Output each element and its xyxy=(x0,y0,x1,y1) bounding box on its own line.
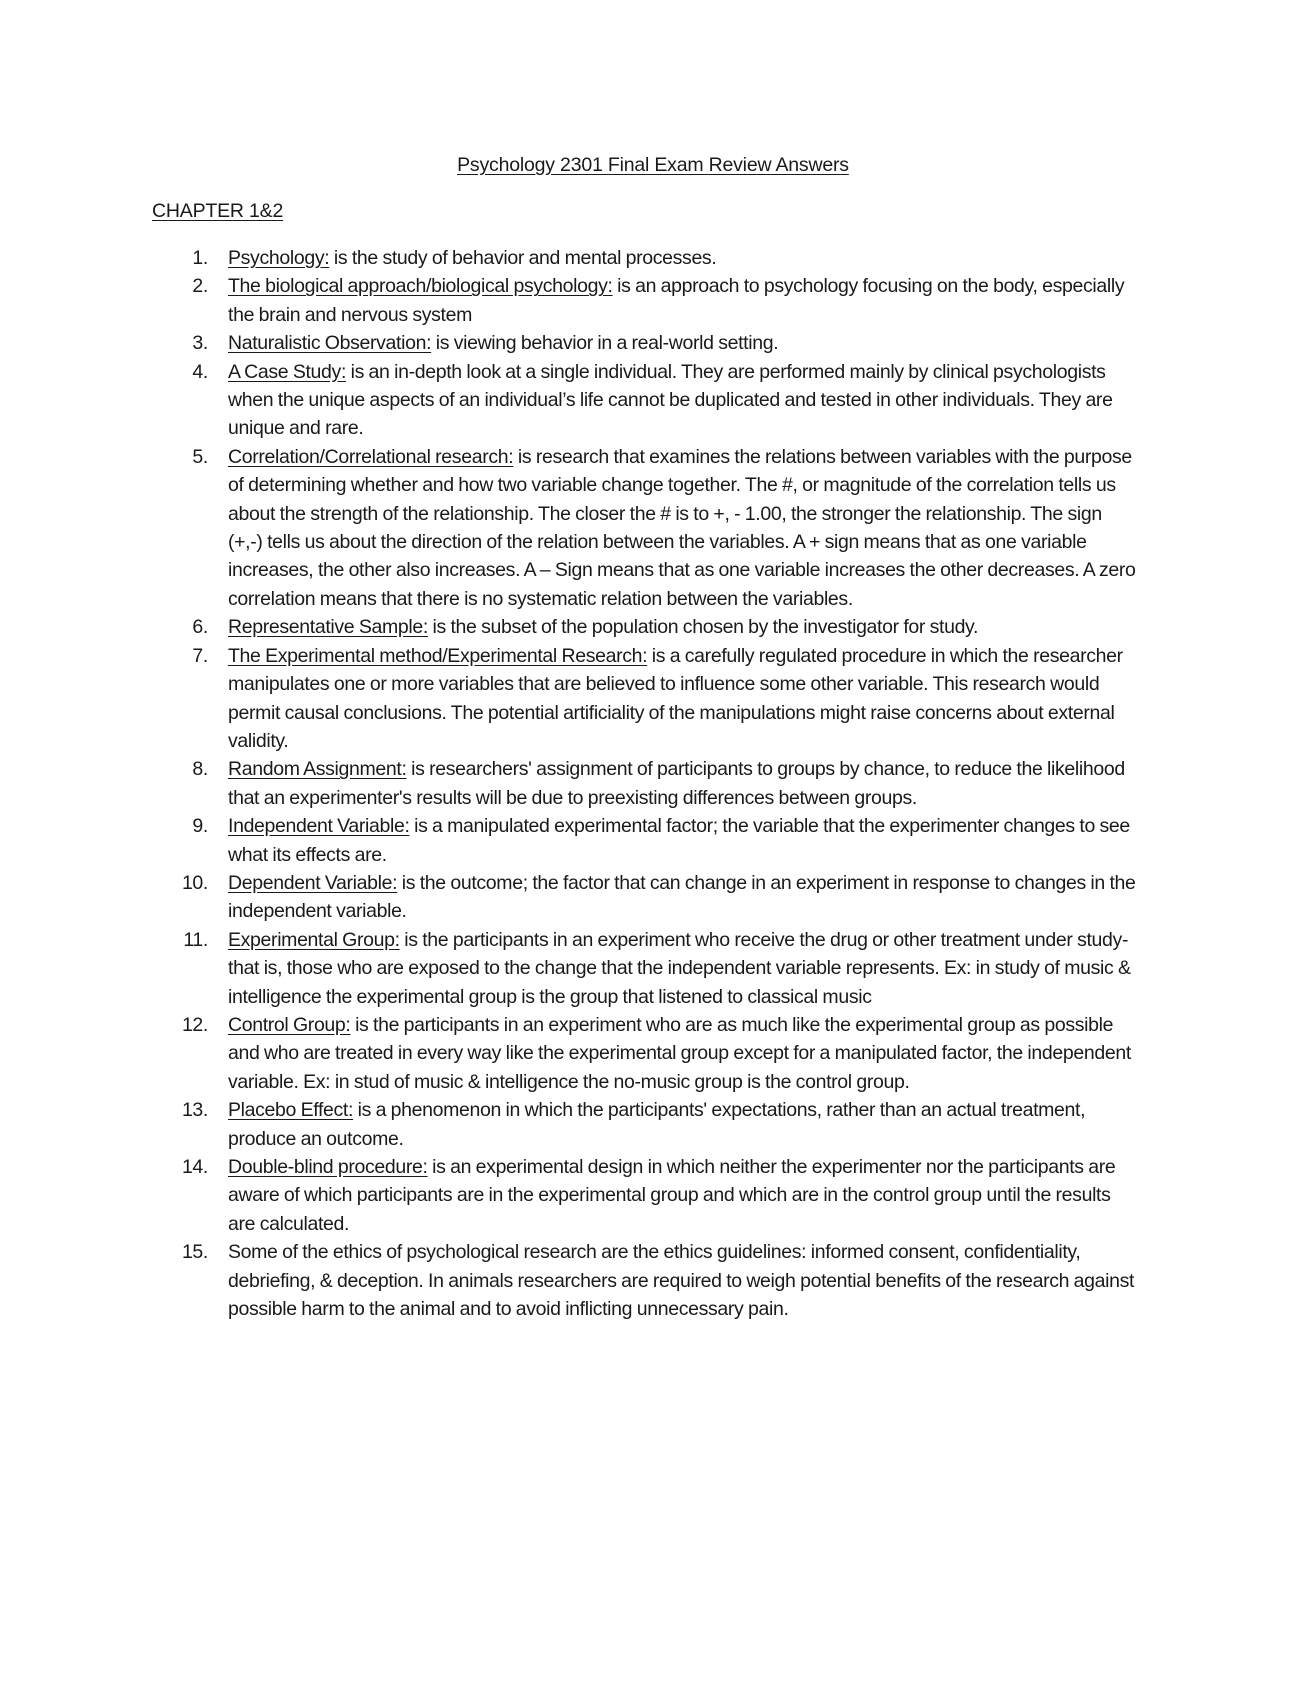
item-number: 14. xyxy=(181,1156,208,1178)
item-term: Correlation/Correlational research: xyxy=(228,445,514,468)
answer-list xyxy=(0,244,1306,1323)
item-term: The Experimental method/Experimental Research: xyxy=(228,644,648,667)
item-text: Some of the ethics of psychological research are the ethics guidelines: informed consent, confidentiality, debriefing, & deception. In animals researchers are required to weigh potential benefits of the research against possible harm to the animal and to avoid inflicting unnecessary pain. xyxy=(228,1241,1135,1321)
item-text: is researchers' assignment of participants to groups by chance, to reduce the likelihood that an experimenter's results will be due to preexisting differences between groups. xyxy=(228,758,1125,809)
item-term: Representative Sample: xyxy=(228,616,428,639)
item-number: 2. xyxy=(192,275,208,298)
item-text: is a manipulated experimental factor; the variable that the experimenter changes to see what its effects are. xyxy=(228,815,1130,866)
item-term: Control Group: xyxy=(228,1013,351,1036)
item-text: is an approach to psychology focusing on the body, especially the brain and nervous system xyxy=(228,275,1125,326)
item-number: 4. xyxy=(192,360,208,383)
list-item xyxy=(0,1153,1306,1238)
list-item xyxy=(0,1238,1306,1323)
item-text: is an in-depth look at a single individual. They are performed mainly by clinical psychologists when the unique aspects of an individual’s life cannot be duplicated and tested in other individuals. They are unique and rare. xyxy=(228,360,1113,440)
list-item xyxy=(0,812,1306,869)
item-term: Random Assignment: xyxy=(228,758,407,781)
item-text: is the outcome; the factor that can change in an experiment in response to changes in the independent variable. xyxy=(228,871,1136,923)
item-text: is the subset of the population chosen by the investigator for study. xyxy=(427,616,979,639)
item-term: Double-blind procedure: xyxy=(228,1156,428,1178)
item-number: 9. xyxy=(192,815,208,838)
list-item xyxy=(0,358,1306,443)
item-term: Naturalistic Observation: xyxy=(228,332,432,355)
chapter-heading: CHAPTER 1&2 xyxy=(152,200,284,222)
list-item xyxy=(0,329,1306,357)
item-number: 8. xyxy=(192,758,208,781)
item-term: Independent Variable: xyxy=(228,815,410,838)
item-number: 5. xyxy=(192,445,208,468)
list-item xyxy=(0,1096,1306,1153)
page-title: Psychology 2301 Final Exam Review Answers xyxy=(457,154,849,176)
item-term: A Case Study: xyxy=(228,360,347,383)
item-number: 11. xyxy=(183,928,208,951)
item-text: is the participants in an experiment who are as much like the experimental group as possible and who are treated in every way like the experimental group except for a manipulated factor, the independent variable. Ex: in stud of music & intelligence the no-music group is the control group. xyxy=(228,1013,1131,1093)
item-text: is an experimental design in which neither the experimenter nor the participants are aware of which participants are in the experimental group and which are in the control group until the results are calculated. xyxy=(228,1156,1116,1235)
list-item xyxy=(0,869,1306,926)
item-term: Dependent Variable: xyxy=(228,871,398,894)
item-number: 3. xyxy=(192,332,208,355)
item-text: is a carefully regulated procedure in which the researcher manipulates one or more variables that are believed to influence some other variable. This research would permit causal conclusions. The potential artificiality of the manipulations might raise concerns about external validity. xyxy=(228,644,1123,752)
list-item xyxy=(0,1011,1306,1096)
item-text: is research that examines the relations between variables with the purpose of determining whether and how two variable change together. The #, or magnitude of the correlation tells us about the strength of the relationship. The closer the # is to +, - 1.00, the stronger the relationship. The sign (+,-) tells us about the direction of the relation between the variables. A + sign means that as one variable increases, the other also increases. A – Sign means that as one variable increases the other decreases. A zero correlation means that there is no systematic relation between the variables. xyxy=(228,445,1136,610)
item-number: 15. xyxy=(181,1241,208,1264)
item-term: Experimental Group: xyxy=(228,928,400,951)
item-text: is viewing behavior in a real-world setting. xyxy=(431,332,779,355)
list-item xyxy=(0,443,1306,613)
list-item xyxy=(0,926,1306,1011)
list-item xyxy=(0,244,1306,272)
item-term: Psychology: xyxy=(228,247,330,269)
item-number: 10. xyxy=(181,871,208,894)
list-item xyxy=(0,642,1306,756)
item-term: Placebo Effect: xyxy=(228,1099,354,1122)
list-item xyxy=(0,755,1306,812)
list-item xyxy=(0,272,1306,329)
item-text: is the study of behavior and mental processes. xyxy=(329,247,717,269)
item-number: 1. xyxy=(192,247,208,269)
item-text: is a phenomenon in which the participants' expectations, rather than an actual treatment, produce an outcome. xyxy=(228,1099,1086,1150)
item-number: 6. xyxy=(192,616,208,639)
item-text: is the participants in an experiment who receive the drug or other treatment under study-that is, those who are exposed to the change that the independent variable represents. Ex: in study of music & intelligence the experimental group is the group that listened to classical music xyxy=(228,928,1131,1008)
item-term: The biological approach/biological psychology: xyxy=(228,275,613,298)
list-item xyxy=(0,613,1306,641)
item-number: 12. xyxy=(181,1013,208,1036)
item-number: 7. xyxy=(192,644,208,667)
item-number: 13. xyxy=(181,1099,208,1122)
